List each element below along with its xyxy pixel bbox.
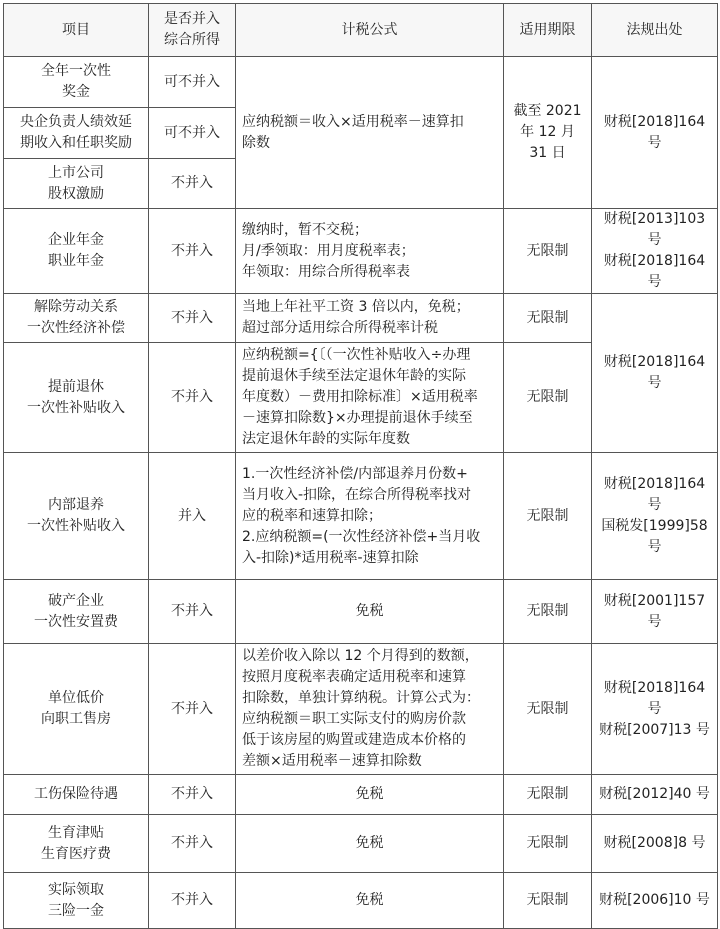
formula-cell: 缴纳时，暂不交税； 月/季领取：用月度税率表； 年领取：用综合所得税率表 xyxy=(236,209,504,294)
source-cell: 财税[2018]164 号 国税发[1999]58 号 xyxy=(592,453,718,580)
item-cell: 全年一次性 奖金 xyxy=(4,57,149,108)
merge-cell: 可不并入 xyxy=(149,57,236,108)
item-cell: 提前退休 一次性补贴收入 xyxy=(4,343,149,453)
table-row xyxy=(4,580,718,644)
merge-cell: 不并入 xyxy=(149,815,236,873)
source-cell: 财税[2018]164 号 xyxy=(592,294,718,453)
table-row xyxy=(4,209,718,294)
period-cell: 无限制 xyxy=(504,453,592,580)
table-row xyxy=(4,775,718,815)
header-merge: 是否并入 综合所得 xyxy=(149,4,236,57)
header-period: 适用期限 xyxy=(504,4,592,57)
merge-cell: 不并入 xyxy=(149,159,236,209)
period-cell: 无限制 xyxy=(504,580,592,644)
item-cell: 解除劳动关系 一次性经济补偿 xyxy=(4,294,149,343)
source-cell: 财税[2012]40 号 xyxy=(592,775,718,815)
table-row xyxy=(4,453,718,580)
header-formula: 计税公式 xyxy=(236,4,504,57)
formula-cell: 免税 xyxy=(236,775,504,815)
merge-cell: 不并入 xyxy=(149,580,236,644)
period-cell: 无限制 xyxy=(504,815,592,873)
period-cell: 无限制 xyxy=(504,343,592,453)
formula-cell: 以差价收入除以 12 个月得到的数额， 按照月度税率表确定适用税率和速算 扣除数，单独计算纳税。计算公式为： 应纳税额＝职工实际支付的购房价款 低于该房屋的购置或建造成本价格的 差额×适用税率－速算扣除数 xyxy=(236,644,504,775)
table-row xyxy=(4,644,718,775)
item-cell: 央企负责人绩效延 期收入和任职奖励 xyxy=(4,108,149,159)
period-cell: 无限制 xyxy=(504,644,592,775)
item-cell: 单位低价 向职工售房 xyxy=(4,644,149,775)
source-cell: 财税[2018]164 号 xyxy=(592,57,718,209)
formula-cell: 应纳税额＝收入×适用税率－速算扣 除数 xyxy=(236,57,504,209)
formula-cell: 应纳税额={〔（一次性补贴收入÷办理 提前退休手续至法定退休年龄的实际 年度数）－费用扣除标准〕×适用税率 －速算扣除数}×办理提前退休手续至 法定退休年龄的实际年度数 xyxy=(236,343,504,453)
merge-cell: 不并入 xyxy=(149,775,236,815)
header-item: 项目 xyxy=(4,4,149,57)
formula-cell: 免税 xyxy=(236,873,504,929)
formula-cell: 免税 xyxy=(236,580,504,644)
merge-cell: 不并入 xyxy=(149,209,236,294)
formula-cell: 当地上年社平工资 3 倍以内，免税； 超过部分适用综合所得税率计税 xyxy=(236,294,504,343)
item-cell: 生育津贴 生育医疗费 xyxy=(4,815,149,873)
table-row xyxy=(4,873,718,929)
header-source: 法规出处 xyxy=(592,4,718,57)
period-cell: 截至 2021 年 12 月 31 日 xyxy=(504,57,592,209)
source-cell: 财税[2008]8 号 xyxy=(592,815,718,873)
item-cell: 内部退养 一次性补贴收入 xyxy=(4,453,149,580)
merge-cell: 不并入 xyxy=(149,294,236,343)
item-cell: 企业年金 职业年金 xyxy=(4,209,149,294)
period-cell: 无限制 xyxy=(504,209,592,294)
period-cell: 无限制 xyxy=(504,294,592,343)
source-cell: 财税[2006]10 号 xyxy=(592,873,718,929)
merge-cell: 不并入 xyxy=(149,644,236,775)
header-row xyxy=(4,4,718,57)
period-cell: 无限制 xyxy=(504,873,592,929)
source-cell: 财税[2001]157 号 xyxy=(592,580,718,644)
table-row xyxy=(4,57,718,108)
merge-cell: 不并入 xyxy=(149,343,236,453)
table-row xyxy=(4,294,718,343)
tax-table xyxy=(3,3,718,929)
item-cell: 上市公司 股权激励 xyxy=(4,159,149,209)
item-cell: 实际领取 三险一金 xyxy=(4,873,149,929)
merge-cell: 可不并入 xyxy=(149,108,236,159)
source-cell: 财税[2013]103 号 财税[2018]164 号 xyxy=(592,209,718,294)
period-cell: 无限制 xyxy=(504,775,592,815)
merge-cell: 并入 xyxy=(149,453,236,580)
item-cell: 破产企业 一次性安置费 xyxy=(4,580,149,644)
formula-cell: 1.一次性经济补偿/内部退养月份数+ 当月收入-扣除，在综合所得税率找对 应的税率和速算扣除； 2.应纳税额=(一次性经济补偿+当月收 入-扣除)*适用税率-速算扣除 xyxy=(236,453,504,580)
merge-cell: 不并入 xyxy=(149,873,236,929)
source-cell: 财税[2018]164 号 财税[2007]13 号 xyxy=(592,644,718,775)
formula-cell: 免税 xyxy=(236,815,504,873)
item-cell: 工伤保险待遇 xyxy=(4,775,149,815)
table-row xyxy=(4,815,718,873)
